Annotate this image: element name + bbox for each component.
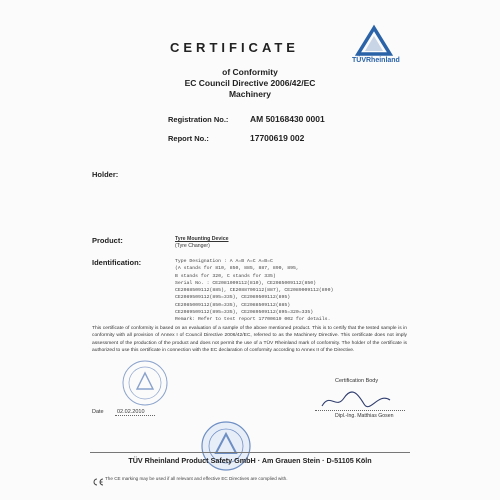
identification-line: CE2089509112(895=335), CE2089509112(895=320=335)	[175, 310, 314, 316]
product-value: Tyre Mounting Device	[175, 236, 229, 242]
conformity-text: This certificate of conformity is based on an evaluation of a sample of the above mentioned product. This is to certify that the tested sample is in conformity with all provision of Annex I of Council Directive 2006/42/EC, referred to as the Machinery Directive. This certificate does not imply assessment of the production of the product and does not permit the use of a TÜV Rheinland mark of conformity. The holder of the certificate is authorized to use this certificate in connection with the EC declaration of conformity according to Annex II of the Directive.	[92, 326, 407, 354]
tuv-logo	[350, 22, 430, 72]
subtitle-line: EC Council Directive 2006/42/EC	[184, 78, 316, 88]
stamp-seal-icon	[120, 358, 170, 408]
report-value: 17700619 002	[250, 133, 305, 143]
certificate-subtitle	[150, 67, 350, 100]
signatory-name: Dipl.-Ing. Matthias Gosen	[335, 413, 394, 419]
date-label: Date	[92, 409, 104, 415]
registration-label: Registration No.:	[168, 115, 229, 124]
subtitle-line: of Conformity	[222, 67, 278, 77]
signature	[318, 388, 398, 412]
signature-line	[315, 410, 405, 411]
report-label: Report No.:	[168, 134, 209, 143]
identification-line: CE2088509112(885), CE2088709112(887), CE2089009112(890)	[175, 288, 334, 294]
left-stamp	[120, 358, 170, 408]
product-label: Product:	[92, 236, 123, 245]
identification-line: CE2085009112(850=335), CE2088509112(885)	[175, 302, 291, 308]
product-sub: (Tyre Changer)	[175, 243, 210, 249]
certificate-title: CERTIFICATE	[170, 40, 299, 55]
identification-line: Serial No. : CE2081009112(810), CE2085009112(850)	[175, 280, 317, 286]
logo-text: TÜVRheinland	[352, 57, 400, 64]
certification-body-label: Certification Body	[335, 378, 379, 384]
identification-line: CE2089509112(895=335), CE2089509112(895)	[175, 295, 291, 301]
identification-line: Remark: Refer to test report 17700619 002 for details.	[175, 317, 331, 323]
date-value: 02.02.2010	[117, 409, 145, 415]
holder-label: Holder:	[92, 170, 119, 179]
date-line	[115, 415, 155, 416]
tuv-logo-icon	[350, 22, 430, 72]
identification-line: (A stands for 810, 850, 885, 887, 890, 895,	[175, 266, 299, 272]
footer-divider	[90, 452, 410, 453]
signature-icon	[318, 388, 398, 412]
registration-value: AM 50168430 0001	[250, 114, 325, 124]
identification-block	[175, 258, 410, 324]
ce-notice: The CE marking may be used if all relevant and effective EC Directives are complied with.	[105, 476, 288, 481]
identification-line: Type Designation : A A=B A=C A=B=C	[175, 259, 273, 264]
ce-mark-icon	[92, 473, 104, 491]
identification-label: Identification:	[92, 258, 142, 267]
subtitle-line: Machinery	[228, 89, 272, 99]
footer-address: TÜV Rheinland Product Safety GmbH · Am Grauen Stein · D-51105 Köln	[128, 456, 372, 465]
identification-line: B stands for 320, C stands for 335)	[175, 273, 276, 279]
